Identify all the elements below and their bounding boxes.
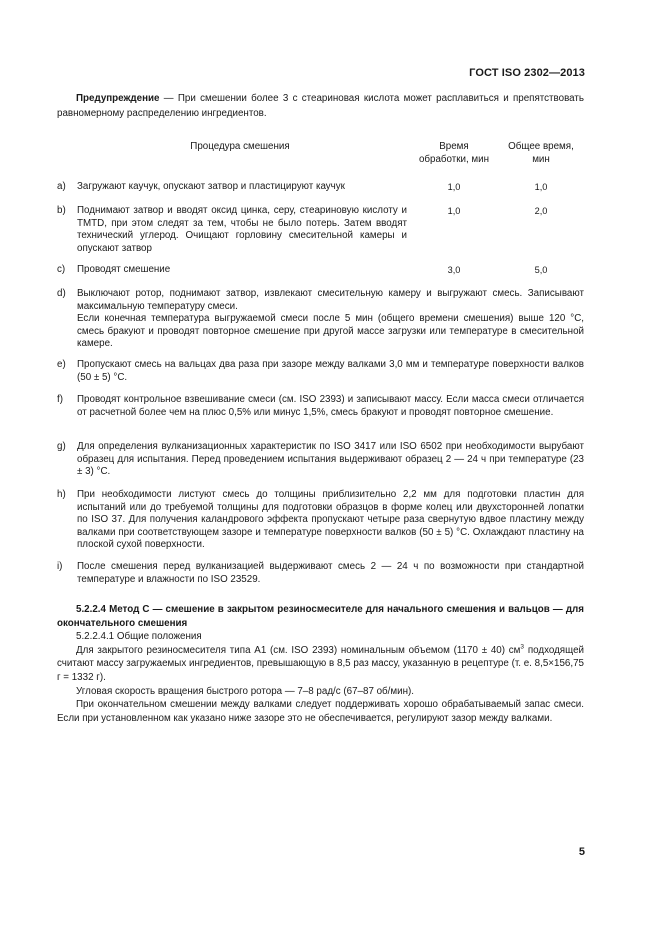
- column-header-processing-time: Время обработки, мин: [418, 141, 490, 165]
- subsection-heading: 5.2.2.4.1 Общие положения: [76, 631, 202, 643]
- warning-text: — При смешении более 3 с стеариновая кислота может расплавиться и препятствовать равномерному распределению ингредиентов.: [57, 93, 584, 119]
- step-text: Поднимают затвор и вводят оксид цинка, серу, стеариновую кислоту и TMTD, при этом следят за тем, чтобы не было потерь. Затем вводят технический углерод. Очищают горловину смесительной камеры и опускают затвор: [77, 205, 407, 254]
- paragraph-rotor-speed: Угловая скорость вращения быстрого ротора — 7–8 рад/с (67–87 об/мин).: [76, 685, 414, 697]
- step-total-time: 2,0: [534, 206, 548, 216]
- document-code: ГОСТ ISO 2302—2013: [469, 67, 585, 79]
- step-text: При необходимости листуют смесь до толщины приблизительно 2,2 мм для подготовки пластин для испытаний или до требуемой толщины для подготовки образцов в форме колец или двухсторонней лопатки по ISO 37. Для получения каландрового эффекта пропускают четыре раза свернутую вдвое пластину между валками при соответствующем зазоре и температуре поверхности валков (50 ± 5) °C. Охлаждают пластину на плоской сухой поверхности.: [77, 489, 584, 550]
- page-number: 5: [578, 846, 585, 858]
- step-text: Проводят контрольное взвешивание смеси (см. ISO 2393) и записывают массу. Если масса смеси отличается от расчетной более чем на плюс 0,5% или минус 1,5%, смесь бракуют и проводят повторное смешение.: [77, 394, 584, 418]
- step-total-time: 5,0: [534, 265, 548, 275]
- step-text-continued: Если конечная температура выгружаемой смеси после 5 мин (общего времени смешения) выше 120 °C, смесь бракуют и проводят повторное смешение при другой массе загрузки или температуре в смесительной камере.: [77, 313, 584, 349]
- step-label: f): [57, 394, 63, 405]
- column-header-procedure: Процедура смешения: [190, 141, 290, 152]
- step-processing-time: 3,0: [447, 265, 461, 275]
- column-header-total-time: Общее время, мин: [508, 141, 574, 165]
- paragraph-roll-gap: При окончательном смешении между валками следует поддерживать хорошо обрабатываемый запас смеси. Если при установленном как указано ниже зазоре это не обеспечивается, регулируют зазор между валками.: [57, 699, 584, 724]
- step-text: Для определения вулканизационных характеристик по ISO 3417 или ISO 6502 при необходимости вырубают образец для испытания. Перед проведением испытания выдерживают образец 2 — 24 ч при температуре (23 ± 3) °C.: [77, 441, 584, 477]
- step-label: c): [57, 264, 66, 275]
- warning-label: Предупреждение: [76, 93, 160, 104]
- paragraph-mixer-load: Для закрытого резиносмесителя типа А1 (см. ISO 2393) номинальным объемом (1170 ± 40) $см^3$ подходящей считают массу загружаемых ингредиентов, превышающую в 8,5 раз массу, указанную в рецептуре (т. е. 8,5×156,75 г = 1332 г).: [57, 643, 584, 683]
- warning-note: [57, 92, 584, 121]
- step-label: d): [57, 288, 66, 299]
- step-text: Пропускают смесь на вальцах два раза при зазоре между валками 3,0 мм и температуре поверхности валков (50 ± 5) °C.: [77, 359, 584, 383]
- step-text: Проводят смешение: [77, 264, 171, 275]
- section-heading: 5.2.2.4 Метод С — смешение в закрытом резиносмесителе для начального смешения и вальцов — для окончательного смешения: [57, 604, 584, 629]
- step-total-time: 1,0: [534, 182, 548, 192]
- step-text: После смешения перед вулканизацией выдерживают смесь 2 — 24 ч по возможности при стандартной температуре и влажности по ISO 23529.: [77, 561, 584, 585]
- step-text: Загружают каучук, опускают затвор и пластицируют каучук: [77, 181, 345, 192]
- section-5-2-2-4: [57, 603, 584, 725]
- step-label: h): [57, 489, 66, 500]
- step-text: Выключают ротор, поднимают затвор, извлекают смесительную камеру и выгружают смесь. Записывают максимальную температуру смеси.: [77, 288, 584, 312]
- step-label: g): [57, 441, 66, 452]
- step-label: b): [57, 205, 66, 216]
- step-label: e): [57, 359, 66, 370]
- step-processing-time: 1,0: [447, 182, 461, 192]
- step-processing-time: 1,0: [447, 206, 461, 216]
- step-label: i): [57, 561, 63, 572]
- step-label: a): [57, 181, 66, 192]
